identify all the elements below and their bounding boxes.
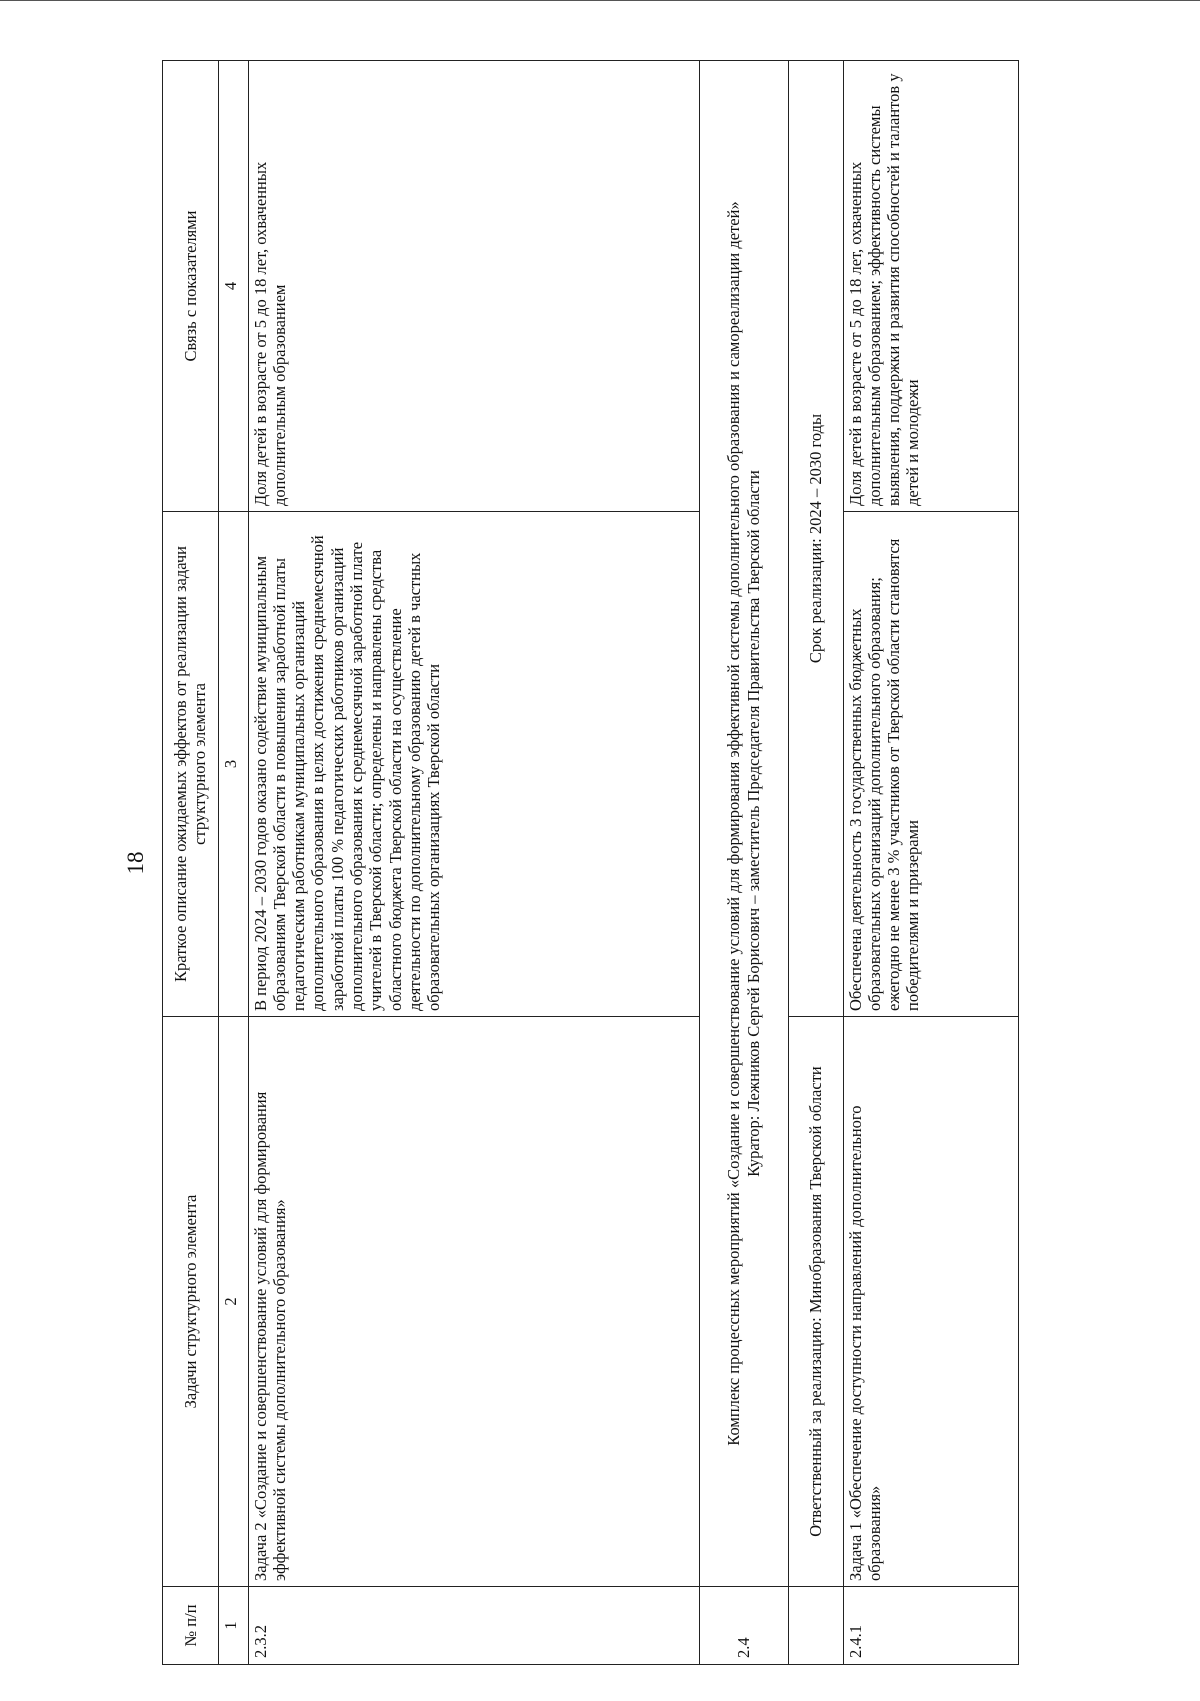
table-row — [699, 61, 788, 1665]
effects-text: В период 2024 – 2030 годов оказано содействие муниципальным образованиям Тверской области в повышении заработной платы педагогическим работникам муниципальных организаций дополнительного образования в целях достижения среднемесячной заработной платы 100 % педагогических работников организаций дополнительного образования к среднемесячной заработной плате учителей в Тверской области; определены и направлены средства областного бюджета Тверской области на осуществление деятельности по дополнительному образованию детей в частных образовательных организациях Тверской области — [248, 512, 699, 1017]
table-row — [843, 61, 1018, 1665]
table-header-row — [163, 61, 219, 1665]
header-number: № п/п — [163, 1587, 219, 1665]
indicators-text: Доля детей в возрасте от 5 до 18 лет, охваченных дополнительным образованием — [248, 61, 699, 512]
table-row — [248, 61, 699, 1665]
indicators-text: Доля детей в возрасте от 5 до 18 лет, охваченных дополнительным образованием; эффективность системы выявления, поддержки и развития способностей и талантов у детей и молодежи — [843, 61, 1018, 512]
structural-tasks-table — [162, 60, 1019, 1665]
process-complex-cell — [699, 61, 788, 1587]
row-number: 2.4 — [699, 1587, 788, 1665]
task-text: Задача 2 «Создание и совершенствование условий для формирования эффективной системы дополнительного образования» — [248, 1017, 699, 1587]
deadline-text: Срок реализации: 2024 – 2030 годы — [788, 61, 843, 1017]
column-number-row — [218, 61, 248, 1665]
row-number: 2.4.1 — [843, 1587, 1018, 1665]
row-number: 2.3.2 — [248, 1587, 699, 1665]
column-number: 3 — [218, 512, 248, 1017]
rotated-page — [162, 61, 1117, 1665]
scan-edge-line — [0, 0, 1200, 1]
empty-cell — [788, 1587, 843, 1665]
page-number: 18 — [123, 851, 148, 875]
header-tasks: Задачи структурного элемента — [163, 1017, 219, 1587]
header-effects: Краткое описание ожидаемых эффектов от реализации задачи структурного элемента — [163, 512, 219, 1017]
column-number: 1 — [218, 1587, 248, 1665]
responsible-text: Ответственный за реализацию: Минобразования Тверской области — [788, 1017, 843, 1587]
process-complex-title: Комплекс процессных мероприятий «Создание и совершенствование условий для формирования эффективной системы дополнительного образования и самореализации детей» — [724, 201, 744, 1446]
header-indicators: Связь с показателями — [163, 61, 219, 512]
curator-text: Куратор: Лежников Сергей Борисович – заместитель Председателя Правительства Тверской области — [743, 470, 763, 1177]
table-row — [788, 61, 843, 1665]
column-number: 2 — [218, 1017, 248, 1587]
task-text: Задача 1 «Обеспечение доступности направлений дополнительного образования» — [843, 1017, 1018, 1587]
effects-text: Обеспечена деятельность 3 государственных бюджетных образовательных организаций дополнительного образования; ежегодно не менее 3 % участников от Тверской области становятся победителями и призерами — [843, 512, 1018, 1017]
column-number: 4 — [218, 61, 248, 512]
